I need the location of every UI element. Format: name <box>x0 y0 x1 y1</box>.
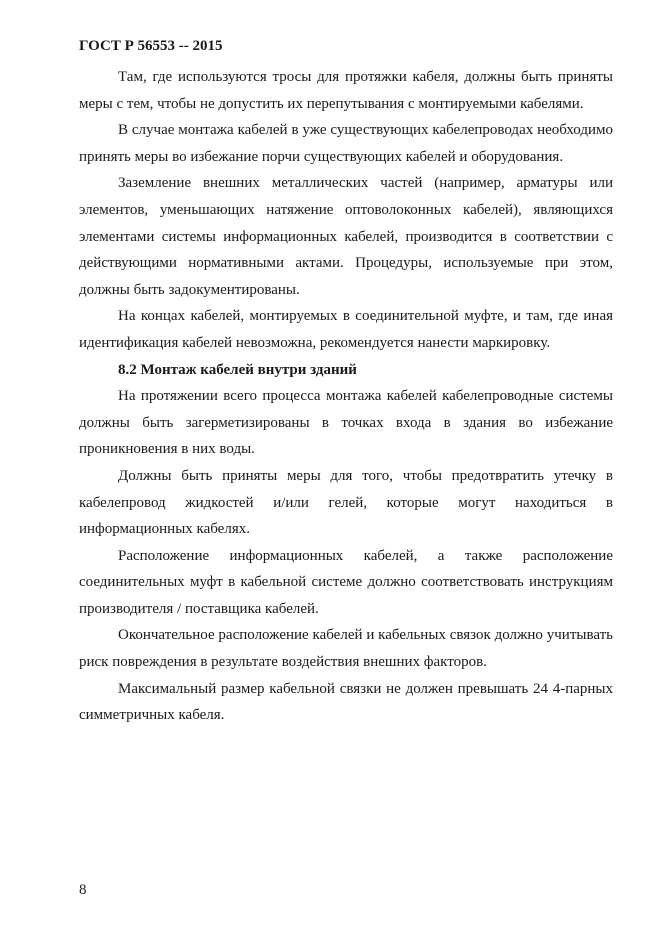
document-header-title: ГОСТ Р 56553 -- 2015 <box>79 38 223 54</box>
section-heading: 8.2 Монтаж кабелей внутри зданий <box>118 361 357 378</box>
page-number: 8 <box>79 882 87 898</box>
section-paragraph: Окончательное расположение кабелей и кабельных связок должно учитывать риск повреждения в результате воздействия внешних факторов. <box>79 627 613 671</box>
paragraph: В случае монтажа кабелей в уже существующих кабелепроводах необходимо принять меры во избежание порчи существующих кабелей и оборудования. <box>79 122 613 165</box>
section-paragraph: Максимальный размер кабельной связки не должен превышать 24 4-парных симметричных кабеля. <box>79 680 613 724</box>
paragraph: Там, где используются тросы для протяжки кабеля, должны быть приняты меры с тем, чтобы не допустить их перепутывания с монтируемыми кабелями. <box>79 69 613 112</box>
document-body <box>79 64 613 729</box>
section-paragraph: На протяжении всего процесса монтажа кабелей кабелепроводные системы должны быть загерметизированы в точках входа в здания во избежание проникновения в них воды. <box>79 388 613 458</box>
section-paragraph: Расположение информационных кабелей, а также расположение соединительных муфт в кабельной системе должно соответствовать инструкциям производителя / поставщика кабелей. <box>79 547 613 617</box>
section-paragraph: Должны быть приняты меры для того, чтобы предотвратить утечку в кабелепровод жидкостей и/или гелей, которые могут находиться в информационных кабелях. <box>79 467 613 538</box>
paragraph: Заземление внешних металлических частей (например, арматуры или элементов, уменьшающих натяжение оптоволоконных кабелей), являющихся элементами системы информационных кабелей, производится в соответствии с действующими нормативными актами. Процедуры, используемые при этом, должны быть задокументированы. <box>79 175 613 298</box>
paragraph: На концах кабелей, монтируемых в соединительной муфте, и там, где иная идентификация кабелей невозможна, рекомендуется нанести маркировку. <box>79 308 613 351</box>
